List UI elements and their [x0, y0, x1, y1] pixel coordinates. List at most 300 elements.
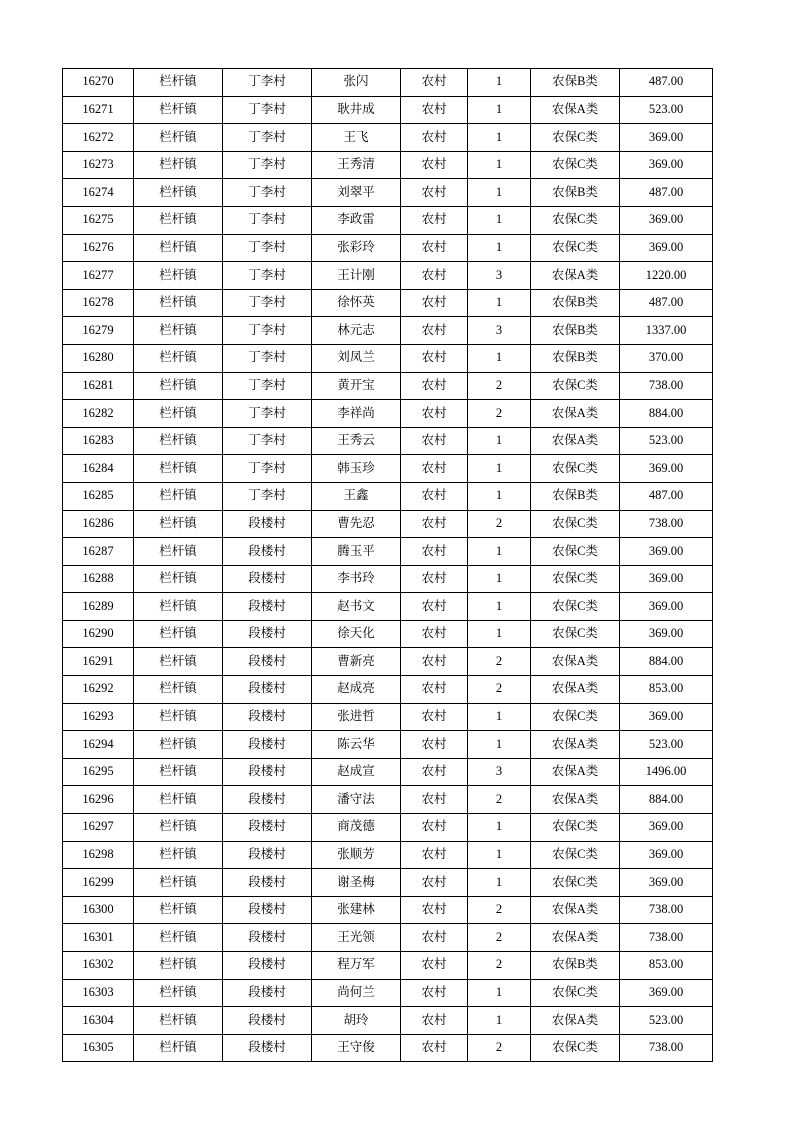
cell-village: 丁李村	[223, 344, 312, 372]
cell-amount: 369.00	[620, 124, 713, 152]
cell-town: 栏杆镇	[134, 344, 223, 372]
cell-village: 段楼村	[223, 620, 312, 648]
cell-name: 李政雷	[312, 206, 401, 234]
cell-town: 栏杆镇	[134, 1007, 223, 1035]
cell-town: 栏杆镇	[134, 952, 223, 980]
cell-category: 农保A类	[531, 96, 620, 124]
cell-name: 张建林	[312, 896, 401, 924]
cell-category: 农保C类	[531, 620, 620, 648]
cell-town: 栏杆镇	[134, 703, 223, 731]
cell-village: 丁李村	[223, 96, 312, 124]
cell-household-type: 农村	[401, 455, 468, 483]
cell-name: 腾玉平	[312, 538, 401, 566]
cell-amount: 369.00	[620, 206, 713, 234]
cell-town: 栏杆镇	[134, 676, 223, 704]
cell-id: 16293	[63, 703, 134, 731]
cell-category: 农保C类	[531, 510, 620, 538]
table-row	[63, 758, 713, 786]
cell-town: 栏杆镇	[134, 372, 223, 400]
cell-people: 1	[468, 206, 531, 234]
table-row	[63, 676, 713, 704]
cell-village: 段楼村	[223, 952, 312, 980]
cell-category: 农保C类	[531, 593, 620, 621]
cell-name: 王鑫	[312, 482, 401, 510]
cell-town: 栏杆镇	[134, 731, 223, 759]
cell-id: 16274	[63, 179, 134, 207]
cell-amount: 369.00	[620, 455, 713, 483]
cell-town: 栏杆镇	[134, 979, 223, 1007]
cell-amount: 738.00	[620, 924, 713, 952]
cell-id: 16299	[63, 869, 134, 897]
cell-category: 农保C类	[531, 841, 620, 869]
cell-name: 刘翠平	[312, 179, 401, 207]
cell-household-type: 农村	[401, 703, 468, 731]
cell-household-type: 农村	[401, 1007, 468, 1035]
cell-household-type: 农村	[401, 124, 468, 152]
cell-amount: 369.00	[620, 593, 713, 621]
cell-name: 徐天化	[312, 620, 401, 648]
cell-household-type: 农村	[401, 289, 468, 317]
cell-category: 农保C类	[531, 1034, 620, 1062]
cell-amount: 369.00	[620, 151, 713, 179]
table-row	[63, 317, 713, 345]
cell-household-type: 农村	[401, 841, 468, 869]
cell-household-type: 农村	[401, 344, 468, 372]
table-row	[63, 1034, 713, 1062]
cell-people: 1	[468, 620, 531, 648]
cell-amount: 523.00	[620, 96, 713, 124]
cell-id: 16296	[63, 786, 134, 814]
cell-category: 农保B类	[531, 317, 620, 345]
cell-category: 农保B类	[531, 482, 620, 510]
cell-name: 王守俊	[312, 1034, 401, 1062]
cell-name: 王计刚	[312, 262, 401, 290]
cell-id: 16278	[63, 289, 134, 317]
cell-household-type: 农村	[401, 206, 468, 234]
cell-town: 栏杆镇	[134, 648, 223, 676]
cell-people: 2	[468, 786, 531, 814]
cell-town: 栏杆镇	[134, 317, 223, 345]
table-row	[63, 179, 713, 207]
cell-town: 栏杆镇	[134, 620, 223, 648]
cell-people: 2	[468, 924, 531, 952]
cell-id: 16271	[63, 96, 134, 124]
cell-people: 2	[468, 372, 531, 400]
cell-household-type: 农村	[401, 262, 468, 290]
cell-id: 16279	[63, 317, 134, 345]
cell-id: 16300	[63, 896, 134, 924]
cell-category: 农保C类	[531, 538, 620, 566]
table-row	[63, 731, 713, 759]
cell-amount: 1496.00	[620, 758, 713, 786]
cell-village: 段楼村	[223, 648, 312, 676]
cell-name: 黄开宝	[312, 372, 401, 400]
table-row	[63, 289, 713, 317]
cell-id: 16276	[63, 234, 134, 262]
cell-town: 栏杆镇	[134, 179, 223, 207]
cell-id: 16286	[63, 510, 134, 538]
cell-village: 段楼村	[223, 786, 312, 814]
cell-people: 1	[468, 151, 531, 179]
table-row	[63, 510, 713, 538]
cell-category: 农保C类	[531, 206, 620, 234]
cell-amount: 369.00	[620, 841, 713, 869]
cell-household-type: 农村	[401, 69, 468, 97]
cell-id: 16301	[63, 924, 134, 952]
cell-id: 16292	[63, 676, 134, 704]
table-row	[63, 786, 713, 814]
table-row	[63, 206, 713, 234]
cell-village: 丁李村	[223, 400, 312, 428]
cell-household-type: 农村	[401, 510, 468, 538]
table-row	[63, 620, 713, 648]
cell-household-type: 农村	[401, 538, 468, 566]
cell-name: 林元志	[312, 317, 401, 345]
cell-id: 16284	[63, 455, 134, 483]
cell-amount: 738.00	[620, 1034, 713, 1062]
cell-id: 16291	[63, 648, 134, 676]
cell-amount: 884.00	[620, 648, 713, 676]
cell-town: 栏杆镇	[134, 69, 223, 97]
cell-town: 栏杆镇	[134, 124, 223, 152]
cell-people: 1	[468, 289, 531, 317]
table-row	[63, 841, 713, 869]
cell-town: 栏杆镇	[134, 758, 223, 786]
cell-town: 栏杆镇	[134, 427, 223, 455]
cell-category: 农保C类	[531, 869, 620, 897]
cell-id: 16275	[63, 206, 134, 234]
cell-people: 1	[468, 179, 531, 207]
cell-village: 段楼村	[223, 758, 312, 786]
cell-id: 16297	[63, 814, 134, 842]
cell-name: 胡玲	[312, 1007, 401, 1035]
cell-household-type: 农村	[401, 179, 468, 207]
cell-household-type: 农村	[401, 372, 468, 400]
cell-name: 张顺芳	[312, 841, 401, 869]
cell-people: 1	[468, 427, 531, 455]
cell-village: 丁李村	[223, 427, 312, 455]
cell-id: 16289	[63, 593, 134, 621]
cell-household-type: 农村	[401, 786, 468, 814]
cell-people: 1	[468, 455, 531, 483]
cell-household-type: 农村	[401, 482, 468, 510]
table-row	[63, 565, 713, 593]
cell-id: 16272	[63, 124, 134, 152]
cell-id: 16287	[63, 538, 134, 566]
cell-name: 曹新亮	[312, 648, 401, 676]
cell-village: 丁李村	[223, 262, 312, 290]
cell-name: 王秀云	[312, 427, 401, 455]
cell-people: 1	[468, 731, 531, 759]
table-row	[63, 69, 713, 97]
cell-name: 耿井成	[312, 96, 401, 124]
cell-name: 王光领	[312, 924, 401, 952]
cell-people: 1	[468, 69, 531, 97]
cell-people: 1	[468, 979, 531, 1007]
cell-category: 农保B类	[531, 344, 620, 372]
cell-category: 农保C类	[531, 151, 620, 179]
cell-village: 段楼村	[223, 538, 312, 566]
cell-category: 农保A类	[531, 676, 620, 704]
table-row	[63, 124, 713, 152]
cell-village: 丁李村	[223, 151, 312, 179]
cell-town: 栏杆镇	[134, 234, 223, 262]
cell-name: 尚何兰	[312, 979, 401, 1007]
cell-people: 1	[468, 124, 531, 152]
cell-village: 丁李村	[223, 179, 312, 207]
cell-household-type: 农村	[401, 814, 468, 842]
cell-people: 1	[468, 703, 531, 731]
cell-people: 2	[468, 676, 531, 704]
cell-category: 农保A类	[531, 1007, 620, 1035]
table-row	[63, 979, 713, 1007]
cell-town: 栏杆镇	[134, 510, 223, 538]
cell-village: 段楼村	[223, 869, 312, 897]
cell-name: 张进哲	[312, 703, 401, 731]
cell-household-type: 农村	[401, 1034, 468, 1062]
cell-people: 2	[468, 400, 531, 428]
cell-category: 农保B类	[531, 289, 620, 317]
cell-village: 段楼村	[223, 979, 312, 1007]
cell-name: 赵成亮	[312, 676, 401, 704]
cell-people: 1	[468, 814, 531, 842]
cell-name: 谢圣梅	[312, 869, 401, 897]
cell-household-type: 农村	[401, 758, 468, 786]
cell-village: 丁李村	[223, 206, 312, 234]
cell-amount: 487.00	[620, 482, 713, 510]
cell-category: 农保C类	[531, 372, 620, 400]
table-row	[63, 593, 713, 621]
cell-amount: 1220.00	[620, 262, 713, 290]
cell-town: 栏杆镇	[134, 455, 223, 483]
table-row	[63, 262, 713, 290]
cell-category: 农保A类	[531, 786, 620, 814]
cell-category: 农保C类	[531, 234, 620, 262]
cell-household-type: 农村	[401, 565, 468, 593]
cell-village: 段楼村	[223, 896, 312, 924]
cell-village: 丁李村	[223, 234, 312, 262]
cell-amount: 370.00	[620, 344, 713, 372]
cell-id: 16298	[63, 841, 134, 869]
table-row	[63, 482, 713, 510]
cell-name: 张闪	[312, 69, 401, 97]
table-row	[63, 96, 713, 124]
cell-amount: 369.00	[620, 620, 713, 648]
cell-household-type: 农村	[401, 869, 468, 897]
cell-id: 16288	[63, 565, 134, 593]
table-row	[63, 869, 713, 897]
cell-town: 栏杆镇	[134, 151, 223, 179]
cell-village: 段楼村	[223, 703, 312, 731]
cell-amount: 1337.00	[620, 317, 713, 345]
cell-village: 段楼村	[223, 731, 312, 759]
cell-amount: 853.00	[620, 676, 713, 704]
cell-village: 丁李村	[223, 372, 312, 400]
cell-id: 16270	[63, 69, 134, 97]
cell-town: 栏杆镇	[134, 262, 223, 290]
subsidy-table	[62, 68, 713, 1062]
cell-people: 2	[468, 952, 531, 980]
cell-id: 16305	[63, 1034, 134, 1062]
cell-amount: 884.00	[620, 400, 713, 428]
cell-amount: 369.00	[620, 869, 713, 897]
cell-town: 栏杆镇	[134, 841, 223, 869]
cell-household-type: 农村	[401, 676, 468, 704]
cell-town: 栏杆镇	[134, 96, 223, 124]
cell-category: 农保A类	[531, 758, 620, 786]
table-row	[63, 1007, 713, 1035]
cell-village: 段楼村	[223, 565, 312, 593]
cell-people: 1	[468, 96, 531, 124]
cell-village: 段楼村	[223, 841, 312, 869]
cell-name: 徐怀英	[312, 289, 401, 317]
cell-town: 栏杆镇	[134, 593, 223, 621]
cell-id: 16283	[63, 427, 134, 455]
cell-name: 曹先忍	[312, 510, 401, 538]
cell-village: 丁李村	[223, 124, 312, 152]
cell-people: 1	[468, 593, 531, 621]
cell-village: 段楼村	[223, 1034, 312, 1062]
cell-id: 16295	[63, 758, 134, 786]
cell-amount: 523.00	[620, 427, 713, 455]
cell-id: 16277	[63, 262, 134, 290]
table-row	[63, 648, 713, 676]
cell-people: 1	[468, 482, 531, 510]
cell-id: 16303	[63, 979, 134, 1007]
cell-name: 王飞	[312, 124, 401, 152]
table-row	[63, 427, 713, 455]
cell-category: 农保C类	[531, 979, 620, 1007]
cell-people: 1	[468, 344, 531, 372]
cell-name: 李祥尚	[312, 400, 401, 428]
cell-household-type: 农村	[401, 400, 468, 428]
cell-people: 2	[468, 648, 531, 676]
cell-town: 栏杆镇	[134, 1034, 223, 1062]
cell-amount: 487.00	[620, 179, 713, 207]
cell-household-type: 农村	[401, 234, 468, 262]
cell-town: 栏杆镇	[134, 869, 223, 897]
cell-village: 段楼村	[223, 593, 312, 621]
cell-category: 农保C类	[531, 565, 620, 593]
cell-town: 栏杆镇	[134, 538, 223, 566]
cell-category: 农保A类	[531, 262, 620, 290]
cell-village: 丁李村	[223, 317, 312, 345]
cell-people: 2	[468, 1034, 531, 1062]
cell-name: 李书玲	[312, 565, 401, 593]
cell-name: 潘守法	[312, 786, 401, 814]
cell-people: 1	[468, 565, 531, 593]
cell-amount: 487.00	[620, 289, 713, 317]
cell-household-type: 农村	[401, 427, 468, 455]
cell-people: 3	[468, 317, 531, 345]
cell-id: 16302	[63, 952, 134, 980]
cell-name: 张彩玲	[312, 234, 401, 262]
cell-town: 栏杆镇	[134, 400, 223, 428]
cell-town: 栏杆镇	[134, 289, 223, 317]
table-row	[63, 372, 713, 400]
cell-household-type: 农村	[401, 96, 468, 124]
cell-id: 16282	[63, 400, 134, 428]
table-row	[63, 234, 713, 262]
cell-village: 丁李村	[223, 69, 312, 97]
cell-amount: 369.00	[620, 565, 713, 593]
cell-people: 1	[468, 841, 531, 869]
cell-category: 农保C类	[531, 455, 620, 483]
cell-name: 王秀清	[312, 151, 401, 179]
cell-household-type: 农村	[401, 648, 468, 676]
table-row	[63, 703, 713, 731]
cell-name: 陈云华	[312, 731, 401, 759]
cell-town: 栏杆镇	[134, 814, 223, 842]
cell-amount: 738.00	[620, 510, 713, 538]
cell-amount: 853.00	[620, 952, 713, 980]
cell-amount: 369.00	[620, 234, 713, 262]
cell-people: 3	[468, 758, 531, 786]
cell-village: 丁李村	[223, 482, 312, 510]
cell-id: 16304	[63, 1007, 134, 1035]
cell-amount: 523.00	[620, 1007, 713, 1035]
cell-people: 1	[468, 234, 531, 262]
cell-amount: 369.00	[620, 814, 713, 842]
cell-village: 段楼村	[223, 1007, 312, 1035]
cell-amount: 884.00	[620, 786, 713, 814]
cell-town: 栏杆镇	[134, 206, 223, 234]
cell-category: 农保B类	[531, 179, 620, 207]
cell-category: 农保B类	[531, 69, 620, 97]
cell-category: 农保A类	[531, 731, 620, 759]
cell-town: 栏杆镇	[134, 896, 223, 924]
table-row	[63, 151, 713, 179]
cell-household-type: 农村	[401, 317, 468, 345]
cell-amount: 369.00	[620, 979, 713, 1007]
cell-village: 丁李村	[223, 455, 312, 483]
cell-people: 1	[468, 538, 531, 566]
cell-people: 2	[468, 510, 531, 538]
cell-amount: 369.00	[620, 703, 713, 731]
cell-name: 程万军	[312, 952, 401, 980]
cell-people: 2	[468, 896, 531, 924]
cell-name: 刘凤兰	[312, 344, 401, 372]
cell-category: 农保B类	[531, 952, 620, 980]
cell-village: 段楼村	[223, 510, 312, 538]
cell-name: 赵成宣	[312, 758, 401, 786]
cell-people: 3	[468, 262, 531, 290]
cell-village: 丁李村	[223, 289, 312, 317]
cell-household-type: 农村	[401, 896, 468, 924]
table-row	[63, 538, 713, 566]
cell-amount: 738.00	[620, 896, 713, 924]
cell-town: 栏杆镇	[134, 786, 223, 814]
cell-amount: 523.00	[620, 731, 713, 759]
cell-village: 段楼村	[223, 676, 312, 704]
cell-household-type: 农村	[401, 731, 468, 759]
cell-id: 16285	[63, 482, 134, 510]
cell-category: 农保A类	[531, 427, 620, 455]
cell-id: 16281	[63, 372, 134, 400]
cell-category: 农保A类	[531, 896, 620, 924]
cell-name: 韩玉珍	[312, 455, 401, 483]
table-row	[63, 455, 713, 483]
cell-category: 农保A类	[531, 400, 620, 428]
cell-household-type: 农村	[401, 924, 468, 952]
table-row	[63, 344, 713, 372]
cell-category: 农保C类	[531, 814, 620, 842]
table-body	[63, 69, 713, 1062]
cell-town: 栏杆镇	[134, 482, 223, 510]
table-row	[63, 952, 713, 980]
cell-id: 16294	[63, 731, 134, 759]
table-row	[63, 896, 713, 924]
